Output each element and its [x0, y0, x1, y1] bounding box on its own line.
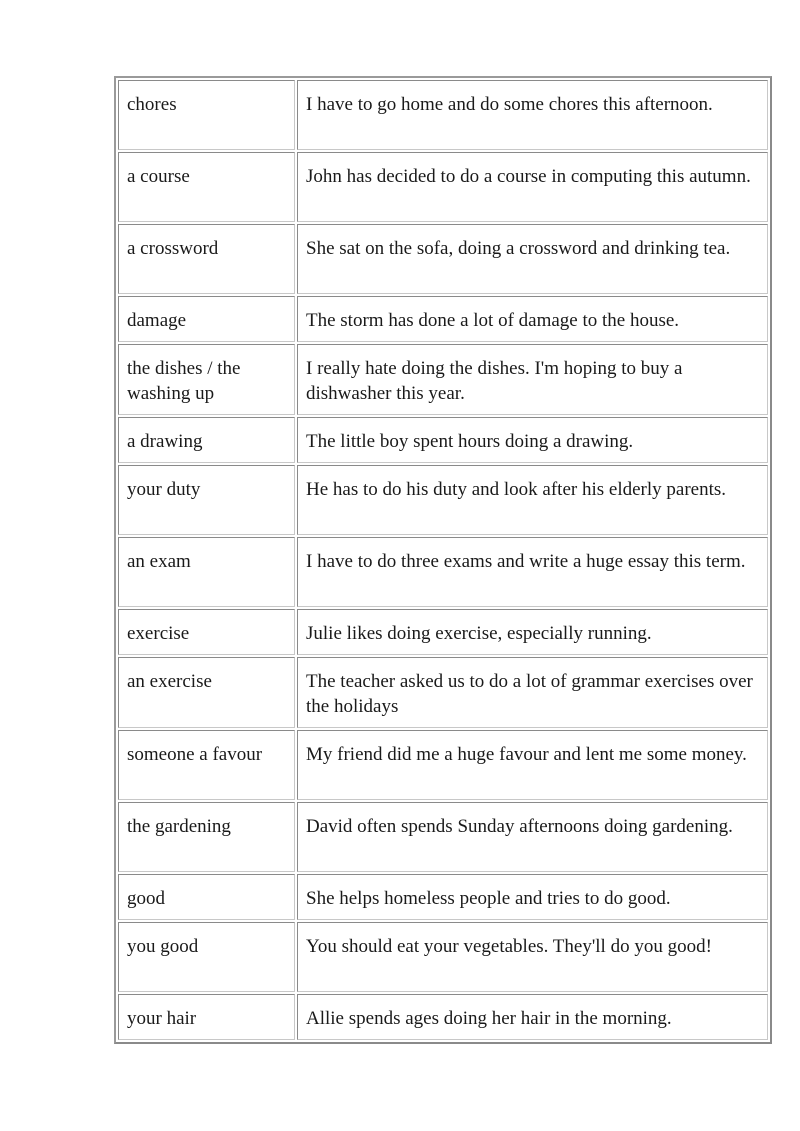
table-row	[118, 874, 768, 920]
table-row	[118, 224, 768, 294]
phrase-cell: damage	[118, 296, 295, 342]
phrase-cell: a course	[118, 152, 295, 222]
phrase-cell: chores	[118, 80, 295, 150]
phrase-cell: you good	[118, 922, 295, 992]
table-row	[118, 802, 768, 872]
phrase-cell: a drawing	[118, 417, 295, 463]
table-row	[118, 994, 768, 1040]
table-row	[118, 465, 768, 535]
phrase-cell: a crossword	[118, 224, 295, 294]
vocabulary-table	[116, 78, 770, 1042]
example-cell: She sat on the sofa, doing a crossword and drinking tea.	[297, 224, 768, 294]
example-cell: I have to go home and do some chores this afternoon.	[297, 80, 768, 150]
phrase-cell: the dishes / the washing up	[118, 344, 295, 415]
table-row	[118, 537, 768, 607]
phrase-cell: your hair	[118, 994, 295, 1040]
phrase-cell: an exam	[118, 537, 295, 607]
example-cell: My friend did me a huge favour and lent me some money.	[297, 730, 768, 800]
table-row	[118, 657, 768, 728]
example-cell: The teacher asked us to do a lot of grammar exercises over the holidays	[297, 657, 768, 728]
example-cell: Allie spends ages doing her hair in the morning.	[297, 994, 768, 1040]
example-cell: The storm has done a lot of damage to the house.	[297, 296, 768, 342]
table-row	[118, 417, 768, 463]
example-cell: David often spends Sunday afternoons doing gardening.	[297, 802, 768, 872]
example-cell: You should eat your vegetables. They'll do you good!	[297, 922, 768, 992]
table-row	[118, 296, 768, 342]
example-cell: I really hate doing the dishes. I'm hoping to buy a dishwasher this year.	[297, 344, 768, 415]
phrase-cell: good	[118, 874, 295, 920]
vocabulary-table-frame	[114, 76, 772, 1044]
table-row	[118, 922, 768, 992]
example-cell: She helps homeless people and tries to do good.	[297, 874, 768, 920]
example-cell: I have to do three exams and write a huge essay this term.	[297, 537, 768, 607]
example-cell: Julie likes doing exercise, especially running.	[297, 609, 768, 655]
table-row	[118, 730, 768, 800]
phrase-cell: someone a favour	[118, 730, 295, 800]
example-cell: He has to do his duty and look after his elderly parents.	[297, 465, 768, 535]
phrase-cell: an exercise	[118, 657, 295, 728]
table-row	[118, 609, 768, 655]
example-cell: The little boy spent hours doing a drawing.	[297, 417, 768, 463]
phrase-cell: the gardening	[118, 802, 295, 872]
table-row	[118, 80, 768, 150]
table-row	[118, 344, 768, 415]
phrase-cell: your duty	[118, 465, 295, 535]
phrase-cell: exercise	[118, 609, 295, 655]
example-cell: John has decided to do a course in computing this autumn.	[297, 152, 768, 222]
table-row	[118, 152, 768, 222]
